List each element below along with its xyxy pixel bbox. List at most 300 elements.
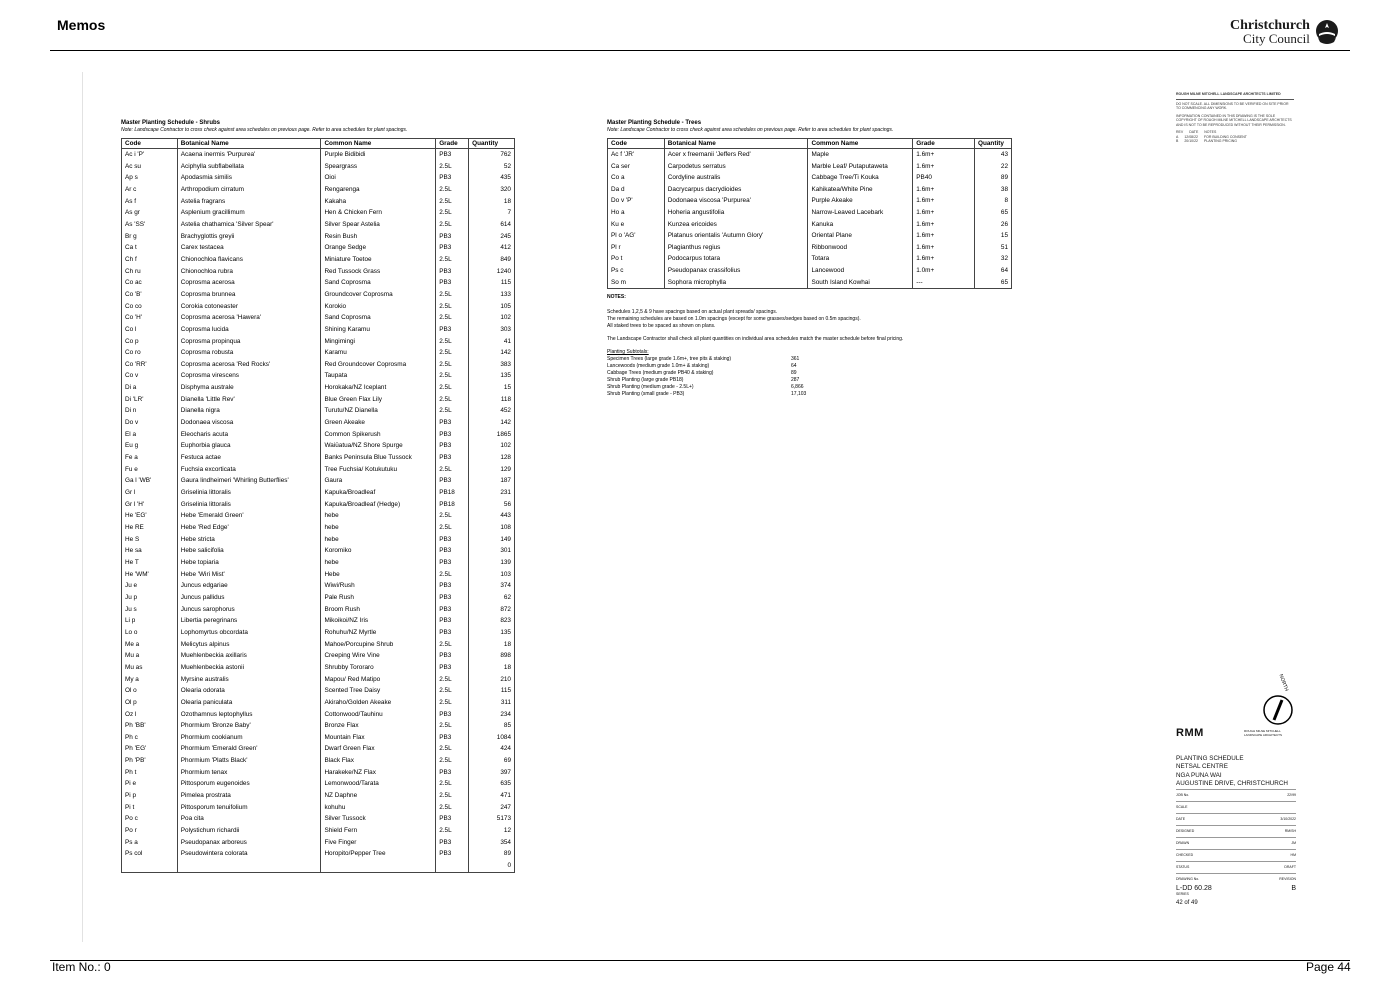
shrubs-cell-common-name: Speargrass	[321, 161, 436, 173]
scale-label: SCALE	[1176, 805, 1188, 810]
shrubs-row	[122, 778, 515, 790]
trees-cell-grade: 1.6m+	[913, 253, 975, 265]
date-label: DATE	[1176, 817, 1186, 822]
shrubs-cell-code: As f	[122, 196, 178, 208]
job-value: 22/99	[1287, 793, 1296, 798]
shrubs-cell-quantity: 245	[469, 231, 515, 243]
drawing-label: DRAWING No.	[1176, 877, 1200, 882]
shrubs-cell-botanical-name: Hebe 'Emerald Green'	[177, 510, 321, 522]
council-emblem-icon	[1314, 19, 1340, 45]
trees-cell-botanical-name: Cordyline australis	[664, 172, 808, 184]
subtotal-value: 6,866	[791, 384, 804, 390]
subtotals-heading: Planting Subtotals:	[607, 349, 649, 355]
shrubs-cell-grade: PB3	[436, 452, 469, 464]
trees-cell-code: Ac f 'JR'	[608, 149, 665, 161]
trees-cell-common-name: Totara	[808, 253, 913, 265]
status-value: DRAFT	[1284, 865, 1296, 870]
shrubs-cell-quantity: 85	[469, 720, 515, 732]
shrubs-cell-common-name: Rengarenga	[321, 184, 436, 196]
shrubs-cell-grade: 2.5L	[436, 569, 469, 581]
shrubs-cell-common-name: Silver Spear Astelia	[321, 219, 436, 231]
subtotal-value: 89	[791, 370, 797, 376]
shrubs-cell-botanical-name: Griselinia littoralis	[177, 487, 321, 499]
shrubs-cell-grade: 2.5L	[436, 382, 469, 394]
shrubs-cell-quantity: 187	[469, 475, 515, 487]
shrubs-cell-grade: PB3	[436, 732, 469, 744]
shrubs-row	[122, 301, 515, 313]
shrubs-cell-quantity: 12	[469, 825, 515, 837]
page-number: Page 44	[1306, 960, 1351, 974]
trees-cell-common-name: Maple	[808, 149, 913, 161]
shrubs-cell-botanical-name: Muehlenbeckia axillaris	[177, 650, 321, 662]
trees-cell-grade: 1.6m+	[913, 195, 975, 207]
shrubs-cell-grade: 2.5L	[436, 370, 469, 382]
shrubs-cell-code: Ph 'BB'	[122, 720, 178, 732]
shrubs-cell-code: El a	[122, 429, 178, 441]
notes-line: All staked trees to be spaced as shown on plans.	[607, 323, 716, 329]
shrubs-cell-botanical-name: Polystichum richardii	[177, 825, 321, 837]
shrubs-cell-common-name: Shield Fern	[321, 825, 436, 837]
shrubs-cell-quantity: 142	[469, 347, 515, 359]
designed-label: DESIGNED	[1176, 829, 1195, 834]
shrubs-cell-botanical-name: Festuca actae	[177, 452, 321, 464]
shrubs-col-common: Common Name	[321, 139, 436, 149]
trees-cell-quantity: 43	[975, 149, 1012, 161]
shrubs-row	[122, 580, 515, 592]
trees-row	[608, 230, 1012, 242]
shrubs-cell-quantity: 149	[469, 534, 515, 546]
subtotal-label: Lancewoods (medium grade 1.0m+ & staking)	[607, 363, 710, 369]
shrubs-cell-quantity: 18	[469, 196, 515, 208]
shrubs-cell-common-name: hebe	[321, 510, 436, 522]
shrubs-cell-botanical-name: Coprosma propinqua	[177, 336, 321, 348]
shrubs-cell-code	[122, 860, 178, 872]
shrubs-row	[122, 802, 515, 814]
shrubs-row	[122, 172, 515, 184]
shrubs-cell-quantity: 898	[469, 650, 515, 662]
shrubs-cell-quantity: 102	[469, 440, 515, 452]
shrubs-cell-botanical-name: Brachyglottis greyii	[177, 231, 321, 243]
shrubs-cell-common-name: Scented Tree Daisy	[321, 685, 436, 697]
subtotal-value: 361	[791, 356, 800, 362]
shrubs-cell-quantity: 383	[469, 359, 515, 371]
shrubs-cell-quantity: 56	[469, 499, 515, 511]
shrubs-cell-code: Mu a	[122, 650, 178, 662]
shrubs-cell-quantity: 0	[469, 860, 515, 872]
page-header-title: Memos	[57, 17, 106, 33]
shrubs-cell-botanical-name: Arthropodium cirratum	[177, 184, 321, 196]
notes-spacing-paragraph	[607, 309, 1007, 330]
shrubs-cell-quantity: 128	[469, 452, 515, 464]
shrubs-row	[122, 266, 515, 278]
shrubs-cell-grade: PB3	[436, 172, 469, 184]
shrubs-row	[122, 336, 515, 348]
shrubs-cell-quantity: 471	[469, 790, 515, 802]
shrubs-cell-quantity: 129	[469, 464, 515, 476]
shrubs-cell-quantity: 424	[469, 743, 515, 755]
shrubs-cell-botanical-name: Pittosporum tenuifolium	[177, 802, 321, 814]
shrubs-cell-quantity: 452	[469, 405, 515, 417]
shrubs-cell-botanical-name: Coprosma robusta	[177, 347, 321, 359]
shrubs-row	[122, 604, 515, 616]
shrubs-cell-grade: 2.5L	[436, 755, 469, 767]
revision-row	[1176, 139, 1294, 144]
trees-cell-botanical-name: Kunzea ericoides	[664, 219, 808, 231]
shrubs-cell-quantity: 118	[469, 394, 515, 406]
shrubs-cell-grade: PB18	[436, 487, 469, 499]
trees-row	[608, 161, 1012, 173]
project-line: NGA PUNA WAI	[1176, 771, 1222, 779]
shrubs-cell-botanical-name: Juncus sarophorus	[177, 604, 321, 616]
shrubs-row	[122, 440, 515, 452]
shrubs-cell-grade: PB3	[436, 592, 469, 604]
subtotal-row	[607, 377, 1007, 384]
shrubs-cell-quantity: 311	[469, 697, 515, 709]
shrubs-cell-grade: 2.5L	[436, 184, 469, 196]
shrubs-cell-common-name: Oioi	[321, 172, 436, 184]
shrubs-cell-botanical-name: Astelia fragrans	[177, 196, 321, 208]
shrubs-row	[122, 289, 515, 301]
shrubs-cell-quantity: 69	[469, 755, 515, 767]
shrubs-cell-common-name: Akiraho/Golden Akeake	[321, 697, 436, 709]
shrubs-cell-grade: 2.5L	[436, 639, 469, 651]
date-value: 3/10/2022	[1280, 817, 1296, 822]
subtotal-value: 64	[791, 363, 797, 369]
trees-cell-code: Ps c	[608, 265, 665, 277]
north-arrow	[1258, 664, 1298, 731]
shrubs-row	[122, 277, 515, 289]
shrubs-cell-botanical-name: Lophomyrtus obcordata	[177, 627, 321, 639]
shrubs-cell-common-name: hebe	[321, 557, 436, 569]
trees-cell-botanical-name: Podocarpus totara	[664, 253, 808, 265]
shrubs-row	[122, 207, 515, 219]
shrubs-cell-common-name: Kakaha	[321, 196, 436, 208]
shrubs-cell-botanical-name: Myrsine australis	[177, 674, 321, 686]
shrubs-cell-quantity: 5173	[469, 813, 515, 825]
shrubs-cell-quantity: 210	[469, 674, 515, 686]
shrubs-row	[122, 662, 515, 674]
trees-cell-botanical-name: Dodonaea viscosa 'Purpurea'	[664, 195, 808, 207]
shrubs-row	[122, 254, 515, 266]
designed-value: RM/SH	[1284, 829, 1296, 834]
shrubs-cell-common-name: Pale Rush	[321, 592, 436, 604]
shrubs-cell-common-name: Gaura	[321, 475, 436, 487]
shrubs-row	[122, 499, 515, 511]
shrubs-cell-grade: 2.5L	[436, 394, 469, 406]
shrubs-cell-grade: 2.5L	[436, 207, 469, 219]
checked-label: CHECKED	[1176, 853, 1194, 858]
shrubs-cell-code: Pi t	[122, 802, 178, 814]
trees-row	[608, 242, 1012, 254]
shrubs-cell-grade: PB3	[436, 662, 469, 674]
shrubs-cell-code: Fu e	[122, 464, 178, 476]
subtotal-label: Shrub Planting (medium grade - 2.5L+)	[607, 384, 694, 390]
shrubs-cell-grade: PB3	[436, 615, 469, 627]
date-row	[1176, 813, 1296, 825]
shrubs-row	[122, 370, 515, 382]
shrubs-row	[122, 848, 515, 860]
designed-row	[1176, 825, 1296, 837]
trees-header-row	[608, 139, 1012, 149]
shrubs-cell-quantity: 320	[469, 184, 515, 196]
shrubs-row	[122, 720, 515, 732]
shrubs-cell-quantity: 354	[469, 837, 515, 849]
shrubs-row	[122, 219, 515, 231]
shrubs-cell-code: Di n	[122, 405, 178, 417]
shrubs-cell-grade: 2.5L	[436, 674, 469, 686]
shrubs-cell-common-name: Common Spikerush	[321, 429, 436, 441]
shrubs-cell-code: Ga l 'WB'	[122, 475, 178, 487]
shrubs-cell-code: Di 'LR'	[122, 394, 178, 406]
shrubs-cell-quantity: 614	[469, 219, 515, 231]
shrubs-cell-common-name: Dwarf Green Flax	[321, 743, 436, 755]
shrubs-cell-botanical-name: Hebe 'Red Edge'	[177, 522, 321, 534]
shrubs-cell-common-name: Sand Coprosma	[321, 312, 436, 324]
date-col: DATE	[1189, 130, 1199, 134]
shrubs-cell-botanical-name: Coprosma brunnea	[177, 289, 321, 301]
shrubs-cell-common-name: Creeping Wire Vine	[321, 650, 436, 662]
shrubs-cell-botanical-name: Gaura lindheimeri 'Whirling Butterflies'	[177, 475, 321, 487]
shrubs-cell-quantity: 1240	[469, 266, 515, 278]
shrubs-cell-botanical-name: Juncus edgariae	[177, 580, 321, 592]
shrubs-schedule-note: Note: Landscape Contractor to cross check against area schedules on previous page. Refer to area schedules for plant spacings.	[121, 127, 408, 133]
shrubs-row	[122, 184, 515, 196]
shrubs-cell-botanical-name: Griselinia littoralis	[177, 499, 321, 511]
shrubs-cell-quantity: 139	[469, 557, 515, 569]
shrubs-cell-code: Ac i 'P'	[122, 149, 178, 161]
checked-value: HM	[1290, 853, 1296, 858]
shrubs-cell-code: Po c	[122, 813, 178, 825]
shrubs-cell-botanical-name: Carex testacea	[177, 242, 321, 254]
shrubs-cell-botanical-name: Fuchsia excorticata	[177, 464, 321, 476]
trees-cell-common-name: South Island Kowhai	[808, 277, 913, 289]
trees-cell-quantity: 65	[975, 207, 1012, 219]
shrubs-cell-botanical-name: Phormium 'Bronze Baby'	[177, 720, 321, 732]
shrubs-cell-botanical-name: Eleocharis acuta	[177, 429, 321, 441]
shrubs-row	[122, 347, 515, 359]
trees-schedule-note: Note: Landscape Contractor to cross check against area schedules on previous page. Refer to area schedules for plant spacings.	[607, 127, 894, 133]
shrubs-cell-code: Ca t	[122, 242, 178, 254]
schedule-notes	[607, 294, 1007, 398]
shrubs-cell-quantity: 115	[469, 277, 515, 289]
shrubs-cell-common-name: Horokaka/NZ Iceplant	[321, 382, 436, 394]
shrubs-row	[122, 674, 515, 686]
trees-row	[608, 172, 1012, 184]
shrubs-cell-grade: 2.5L	[436, 289, 469, 301]
council-logo	[1230, 18, 1340, 46]
shrubs-cell-grade: 2.5L	[436, 196, 469, 208]
shrubs-row	[122, 627, 515, 639]
shrubs-cell-quantity: 872	[469, 604, 515, 616]
trees-cell-quantity: 15	[975, 230, 1012, 242]
subtotal-label: Cabbage Trees (medium grade PB40 & staking)	[607, 370, 714, 376]
trees-cell-botanical-name: Carpodetus serratus	[664, 161, 808, 173]
trees-cell-quantity: 8	[975, 195, 1012, 207]
notes-line: The remaining schedules are based on 1.0m spacings (except for some grasses/sedges based on 0.5m spacings).	[607, 316, 861, 322]
header-divider	[50, 50, 1350, 51]
trees-cell-grade: 1.6m+	[913, 184, 975, 196]
shrubs-cell-botanical-name: Coprosma acerosa 'Hawera'	[177, 312, 321, 324]
shrubs-cell-grade: PB3	[436, 580, 469, 592]
shrubs-cell-quantity: 18	[469, 639, 515, 651]
shrubs-cell-botanical-name: Phormium 'Platts Black'	[177, 755, 321, 767]
shrubs-cell-common-name: hebe	[321, 522, 436, 534]
shrubs-cell-common-name: Orange Sedge	[321, 242, 436, 254]
disclaimer-scale: DO NOT SCALE. ALL DIMENSIONS TO BE VERIFIED ON SITE PRIOR TO COMMENCING ANY WORK.	[1176, 101, 1289, 110]
subtotal-row	[607, 363, 1007, 370]
trees-cell-grade: 1.6m+	[913, 149, 975, 161]
shrubs-cell-common-name: kohuhu	[321, 802, 436, 814]
shrubs-row	[122, 522, 515, 534]
trees-cell-common-name: Kahikatea/White Pine	[808, 184, 913, 196]
shrubs-cell-botanical-name: Coprosma acerosa 'Red Rocks'	[177, 359, 321, 371]
trees-cell-quantity: 32	[975, 253, 1012, 265]
shrubs-cell-botanical-name: Hebe salicifolia	[177, 545, 321, 557]
shrubs-cell-botanical-name: Coprosma lucida	[177, 324, 321, 336]
trees-cell-grade: 1.6m+	[913, 207, 975, 219]
subtotal-row	[607, 391, 1007, 398]
shrubs-row	[122, 405, 515, 417]
shrubs-cell-quantity: 62	[469, 592, 515, 604]
shrubs-cell-grade: 2.5L	[436, 720, 469, 732]
shrubs-header-row	[122, 139, 515, 149]
shrubs-cell-grade: PB3	[436, 429, 469, 441]
shrubs-cell-code: Co p	[122, 336, 178, 348]
shrubs-cell-common-name: Tree Fuchsia/ Kotukutuku	[321, 464, 436, 476]
trees-cell-botanical-name: Plagianthus regius	[664, 242, 808, 254]
rev-date: 20/10/22	[1184, 139, 1198, 143]
trees-cell-quantity: 65	[975, 277, 1012, 289]
shrubs-cell-grade: 2.5L	[436, 802, 469, 814]
subtotal-label: Specimen Trees (large grade 1.6m+, tree pits & staking)	[607, 356, 732, 362]
shrubs-cell-botanical-name: Chionochloa rubra	[177, 266, 321, 278]
shrubs-row	[122, 464, 515, 476]
shrubs-cell-grade: PB3	[436, 848, 469, 860]
shrubs-cell-quantity: 7	[469, 207, 515, 219]
shrubs-cell-quantity: 374	[469, 580, 515, 592]
shrubs-col-botanical: Botanical Name	[177, 139, 321, 149]
shrubs-cell-quantity: 1084	[469, 732, 515, 744]
shrubs-cell-common-name: Kapuka/Broadleaf	[321, 487, 436, 499]
trees-cell-common-name: Narrow-Leaved Lacebark	[808, 207, 913, 219]
shrubs-cell-code: Do v	[122, 417, 178, 429]
shrubs-cell-common-name: Blue Green Flax Lily	[321, 394, 436, 406]
shrubs-cell-botanical-name: Chionochloa flavicans	[177, 254, 321, 266]
shrubs-cell-code: Mu as	[122, 662, 178, 674]
shrubs-cell-quantity: 301	[469, 545, 515, 557]
shrubs-cell-code: Co v	[122, 370, 178, 382]
trees-col-quantity: Quantity	[975, 139, 1012, 149]
trees-cell-grade: 1.6m+	[913, 161, 975, 173]
trees-cell-common-name: Lancewood	[808, 265, 913, 277]
shrubs-cell-grade: PB3	[436, 242, 469, 254]
shrubs-cell-grade: 2.5L	[436, 510, 469, 522]
shrubs-cell-grade: PB3	[436, 837, 469, 849]
trees-cell-botanical-name: Pseudopanax crassifolius	[664, 265, 808, 277]
shrubs-cell-botanical-name: Dianella nigra	[177, 405, 321, 417]
job-label: JOB No.	[1176, 793, 1190, 798]
shrubs-cell-common-name: Wiwi/Rush	[321, 580, 436, 592]
trees-cell-quantity: 38	[975, 184, 1012, 196]
subtotal-row	[607, 370, 1007, 377]
shrubs-cell-code: Gr l	[122, 487, 178, 499]
trees-cell-common-name: Marble Leaf/ Putaputaweta	[808, 161, 913, 173]
shrubs-cell-quantity: 247	[469, 802, 515, 814]
shrubs-row	[122, 242, 515, 254]
shrubs-cell-code: He sa	[122, 545, 178, 557]
shrubs-cell-botanical-name: Aciphylla subflabellata	[177, 161, 321, 173]
shrubs-cell-common-name: Kapuka/Broadleaf (Hedge)	[321, 499, 436, 511]
shrubs-cell-common-name: Resin Bush	[321, 231, 436, 243]
shrubs-cell-code: Ps a	[122, 837, 178, 849]
shrubs-row	[122, 790, 515, 802]
trees-cell-botanical-name: Sophora microphylla	[664, 277, 808, 289]
trees-col-botanical: Botanical Name	[664, 139, 808, 149]
shrubs-cell-quantity: 52	[469, 161, 515, 173]
shrubs-cell-code: Lo o	[122, 627, 178, 639]
shrubs-row	[122, 324, 515, 336]
shrubs-cell-common-name: Miniature Toetoe	[321, 254, 436, 266]
shrubs-cell-grade: PB3	[436, 440, 469, 452]
shrubs-row	[122, 709, 515, 721]
shrubs-row	[122, 837, 515, 849]
shrubs-cell-code: Pi p	[122, 790, 178, 802]
shrubs-cell-code: Ch f	[122, 254, 178, 266]
shrubs-row	[122, 557, 515, 569]
shrubs-cell-common-name: Horopito/Pepper Tree	[321, 848, 436, 860]
shrubs-cell-code: Ju e	[122, 580, 178, 592]
trees-cell-botanical-name: Hoheria angustifolia	[664, 207, 808, 219]
trees-row	[608, 253, 1012, 265]
title-block-header	[1176, 92, 1294, 144]
shrubs-row	[122, 545, 515, 557]
job-row	[1176, 789, 1296, 801]
shrubs-cell-grade: 2.5L	[436, 301, 469, 313]
shrubs-cell-quantity: 443	[469, 510, 515, 522]
trees-schedule-title: Master Planting Schedule - Trees	[607, 120, 702, 126]
shrubs-cell-grade: PB3	[436, 627, 469, 639]
shrubs-cell-common-name: Lemonwood/Tarata	[321, 778, 436, 790]
shrubs-cell-code: Di a	[122, 382, 178, 394]
shrubs-cell-code: Li p	[122, 615, 178, 627]
shrubs-cell-botanical-name: Disphyma australe	[177, 382, 321, 394]
drawn-row	[1176, 837, 1296, 849]
shrubs-cell-quantity: 15	[469, 382, 515, 394]
trees-cell-code: Ca ser	[608, 161, 665, 173]
shrubs-row	[122, 592, 515, 604]
rev-code: B	[1176, 139, 1179, 143]
footer-divider	[50, 960, 1350, 961]
notes-heading: NOTES:	[607, 294, 626, 300]
shrubs-cell-botanical-name: Ozothamnus leptophyllus	[177, 709, 321, 721]
drawing-number-row	[1176, 885, 1296, 892]
shrubs-cell-common-name: Five Finger	[321, 837, 436, 849]
north-arrow-icon	[1258, 664, 1298, 726]
shrubs-cell-common-name: Silver Tussock	[321, 813, 436, 825]
project-line: PLANTING SCHEDULE	[1176, 755, 1244, 762]
shrubs-cell-botanical-name: Apodasmia similis	[177, 172, 321, 184]
shrubs-cell-quantity: 435	[469, 172, 515, 184]
shrubs-cell-grade: 2.5L	[436, 522, 469, 534]
shrubs-cell-common-name: Purple Bidibidi	[321, 149, 436, 161]
shrubs-cell-code: Ap s	[122, 172, 178, 184]
shrubs-cell-code: Co ro	[122, 347, 178, 359]
subtotal-label: Shrub Planting (large grade PB18)	[607, 377, 684, 383]
shrubs-cell-common-name: Groundcover Coprosma	[321, 289, 436, 301]
shrubs-cell-grade: PB3	[436, 813, 469, 825]
shrubs-cell-grade: PB3	[436, 149, 469, 161]
shrubs-cell-quantity: 103	[469, 569, 515, 581]
